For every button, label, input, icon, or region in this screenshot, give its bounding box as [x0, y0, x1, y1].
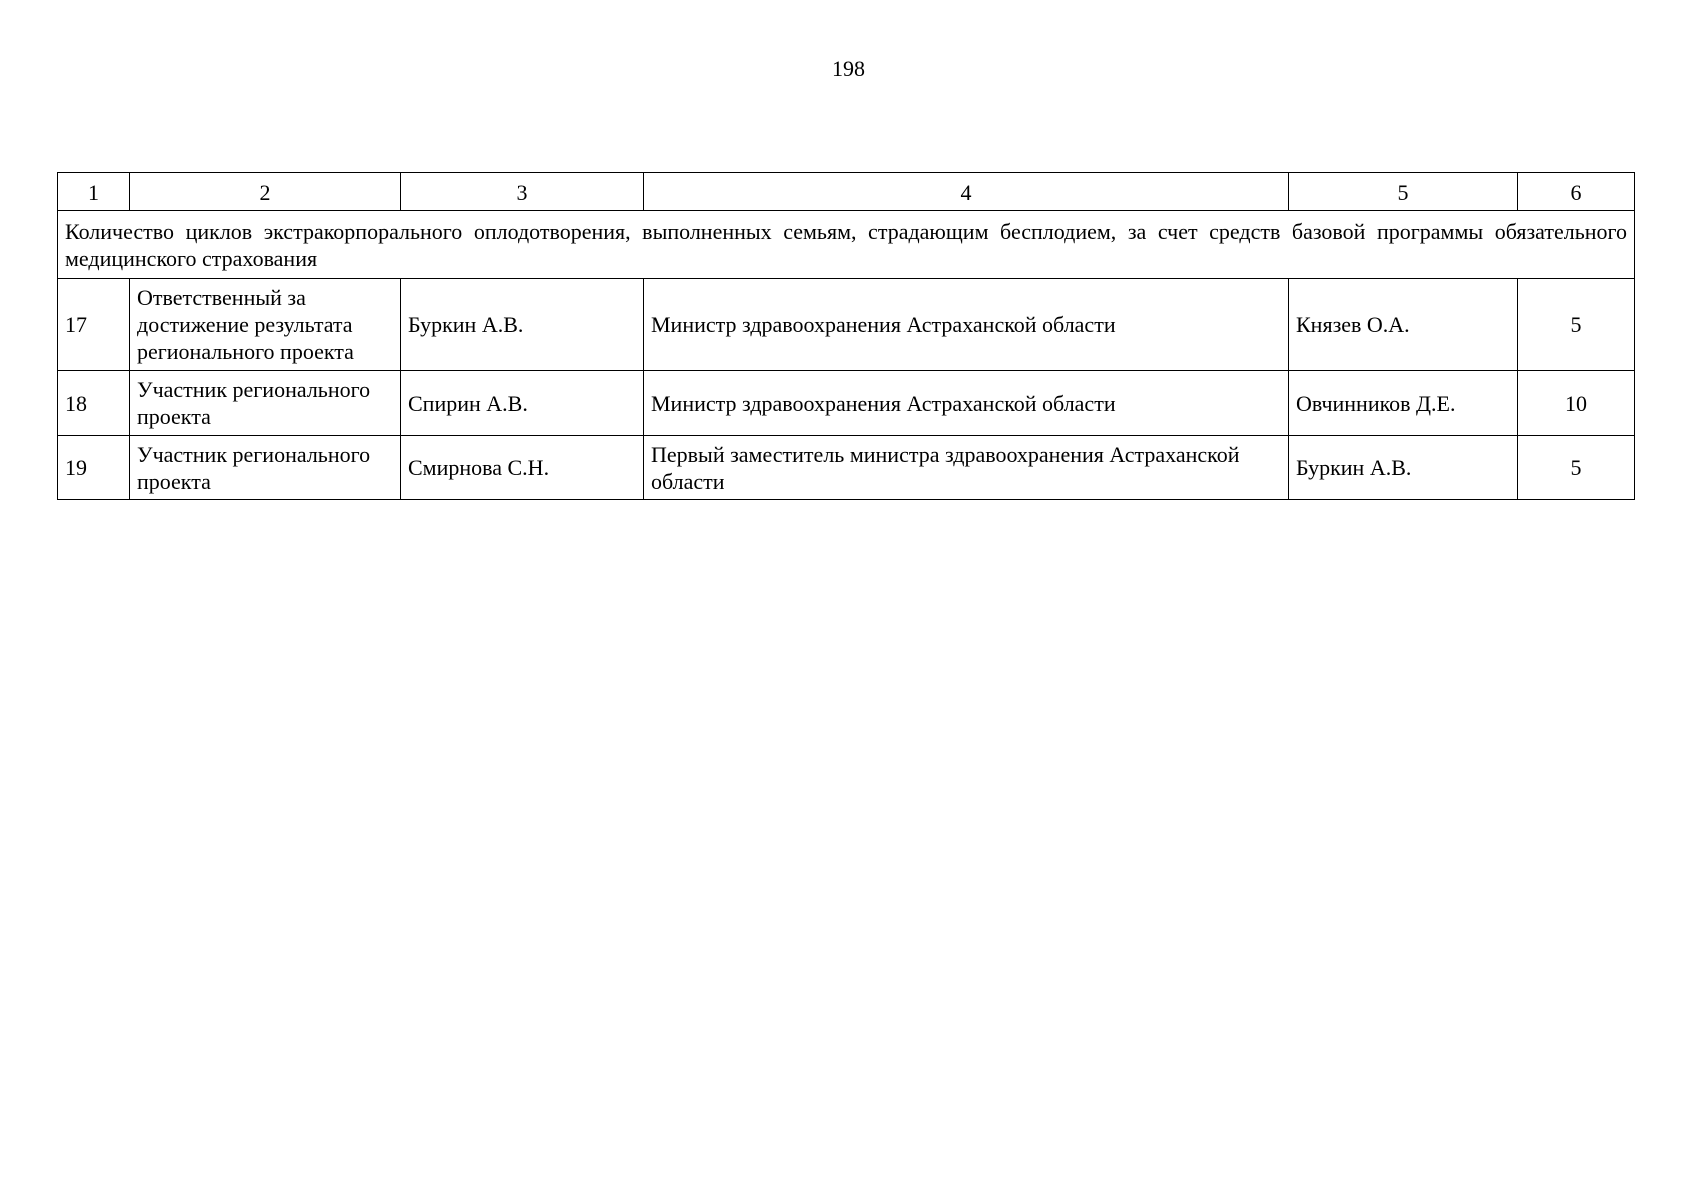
role-cell: Участник регионального проекта — [130, 371, 401, 436]
supervisor-cell: Буркин А.В. — [1289, 436, 1518, 500]
column-number: 4 — [644, 173, 1289, 211]
position-cell: Первый заместитель министра здравоохранения Астраханской области — [644, 436, 1289, 500]
table-row — [58, 279, 1635, 371]
value-cell: 5 — [1518, 436, 1635, 500]
section-title-row — [58, 211, 1635, 279]
table-row — [58, 436, 1635, 500]
row-number: 19 — [58, 436, 130, 500]
column-number: 3 — [401, 173, 644, 211]
value-cell: 10 — [1518, 371, 1635, 436]
page-number: 198 — [832, 56, 865, 81]
role-cell: Участник регионального проекта — [130, 436, 401, 500]
role-cell: Ответственный за достижение результата регионального проекта — [130, 279, 401, 371]
row-number: 18 — [58, 371, 130, 436]
column-number: 6 — [1518, 173, 1635, 211]
supervisor-cell: Овчинников Д.Е. — [1289, 371, 1518, 436]
row-number: 17 — [58, 279, 130, 371]
position-cell: Министр здравоохранения Астраханской области — [644, 279, 1289, 371]
column-number: 1 — [58, 173, 130, 211]
column-number-row — [58, 173, 1635, 211]
column-number: 2 — [130, 173, 401, 211]
name-cell: Спирин А.В. — [401, 371, 644, 436]
supervisor-cell: Князев О.А. — [1289, 279, 1518, 371]
value-cell: 5 — [1518, 279, 1635, 371]
section-title: Количество циклов экстракорпорального оплодотворения, выполненных семьям, страдающим бесплодием, за счет средств базовой программы обязательного медицинского страхования — [58, 211, 1635, 279]
name-cell: Смирнова С.Н. — [401, 436, 644, 500]
name-cell: Буркин А.В. — [401, 279, 644, 371]
position-cell: Министр здравоохранения Астраханской области — [644, 371, 1289, 436]
column-number: 5 — [1289, 173, 1518, 211]
table-row — [58, 371, 1635, 436]
responsibility-table — [57, 172, 1635, 500]
